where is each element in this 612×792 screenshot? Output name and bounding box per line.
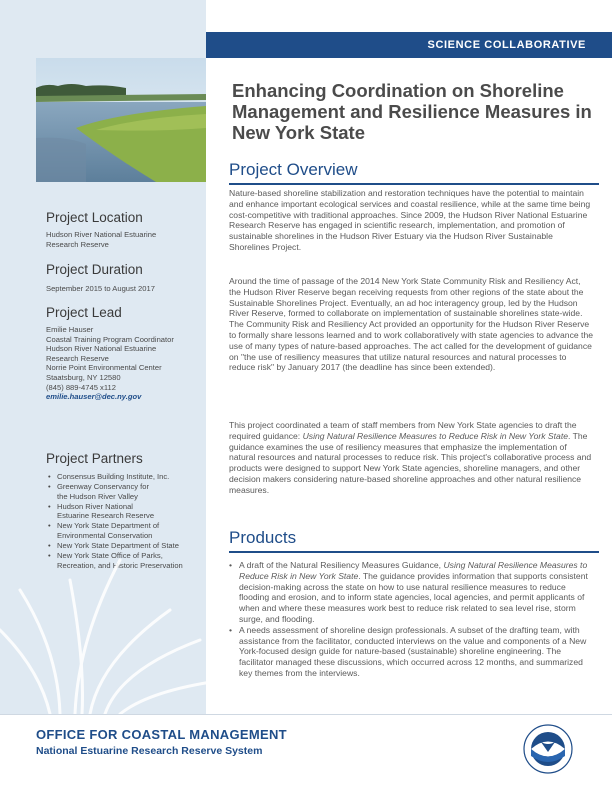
lead-email-link[interactable]: emilie.hauser@dec.ny.gov xyxy=(46,392,142,402)
overview-heading: Project Overview xyxy=(229,160,358,179)
noaa-logo xyxy=(523,724,573,774)
product-item: • A draft of the Natural Resiliency Measures Guidance, Using Natural Resilience Measures to Reduce Risk in New York State. The guidance provides information that supports consistent decision-making across the state on how to use natural resilience measures to reduce flooding and erosion, and to inform state agencies, local agencies, and permit applicants of when and where these measures work best to reduce risk related to sea level rise, storm surge, and flooding. xyxy=(229,560,595,625)
products-heading: Products xyxy=(229,528,297,547)
partner-item: • Hudson River National Estuarine Research Reserve xyxy=(48,502,204,521)
product-item: • A needs assessment of shoreline design professionals. A subset of the drafting team, with assistance from the facilitator, conducted interviews on the value and components of a New York-focused design guide for nature-based (sustainable) shoreline engineering. The facilitator managed these discussions, which occurred across 12 months, and summarized key themes from the interviews. xyxy=(229,625,595,679)
overview-paragraph-2: Around the time of passage of the 2014 New York State Community Risk and Resiliency Act, the Hudson River Reserve began receiving requests from other regions of the state about the Sustainable Shorelines Project. Eventually, an ad hoc interagency group, led by the Hudson River Reserve, formed to collaborate on implementation of sustainable shorelines state-wide. The Community Risk and Resiliency Act provided an opportunity for the Hudson River Reserve to formally share lessons learned and to work collaboratively with state agencies to advance the use of many types of nature-based approaches. The act called for the development of guidance on "the use of resiliency measures that utilize natural resources and natural processes to reduce risk" by January 2017 (the deadline has since been extended). xyxy=(229,276,594,373)
science-collaborative-banner: SCIENCE COLLABORATIVE xyxy=(206,32,612,58)
marsh-photo xyxy=(36,58,206,182)
office-name: OFFICE FOR COASTAL MANAGEMENT xyxy=(36,727,287,742)
overview-paragraph-3: This project coordinated a team of staff members from New York State agencies to draft the required guidance: Using Natural Resilience Measures to Reduce Risk in New York State. The guidance examines the use of resiliency measures that emphasize the implementation of natural resources and natural processes to reduce risk. This project's collaborative process and products were designed to support New York State agencies, shoreline managers, and other decision makers considering nature-based shoreline approaches and other natural resilience measures. xyxy=(229,420,592,495)
overview-rule xyxy=(229,183,599,185)
location-text: Hudson River National Estuarine Research Reserve xyxy=(46,230,157,249)
partners-heading: Project Partners xyxy=(46,451,143,466)
duration-heading: Project Duration xyxy=(46,262,143,277)
partner-item: • Greenway Conservancy for the Hudson River Valley xyxy=(48,482,204,501)
lead-heading: Project Lead xyxy=(46,305,122,320)
products-rule xyxy=(229,551,599,553)
nerrs-name: National Estuarine Research Reserve System xyxy=(36,745,263,757)
footer-divider xyxy=(0,714,612,715)
page-title: Enhancing Coordination on Shoreline Management and Resilience Measures in New York State xyxy=(232,80,592,143)
products-list xyxy=(229,560,595,679)
partner-item: • New York State Office of Parks, Recreation, and Historic Preservation xyxy=(48,551,204,570)
partner-item: • New York State Department of State xyxy=(48,541,204,551)
grass-illustration xyxy=(0,520,230,714)
overview-paragraph-1: Nature-based shoreline stabilization and restoration techniques have the potential to maintain and enhance important ecological services and coastal resilience, while at the same time being cost-competitive with traditional approaches. Since 2009, the Hudson River National Estuarine Research Reserve has engaged in scientific research, implementation, and promotion of sustainable shorelines in the Hudson River Estuary via the Hudson River Sustainable Shorelines Project. xyxy=(229,188,591,252)
lead-contact: Emilie Hauser Coastal Training Program Coordinator Hudson River National Estuarine Research Reserve Norrie Point Environmental Center Staatsburg, NY 12580 (845) 889-4745 x112 emilie.hauser@dec.ny.gov xyxy=(46,325,202,402)
partner-item: • Consensus Building Institute, Inc. xyxy=(48,472,204,482)
partner-item: • New York State Department of Environmental Conservation xyxy=(48,521,204,540)
location-heading: Project Location xyxy=(46,210,143,225)
duration-text: September 2015 to August 2017 xyxy=(46,284,155,293)
